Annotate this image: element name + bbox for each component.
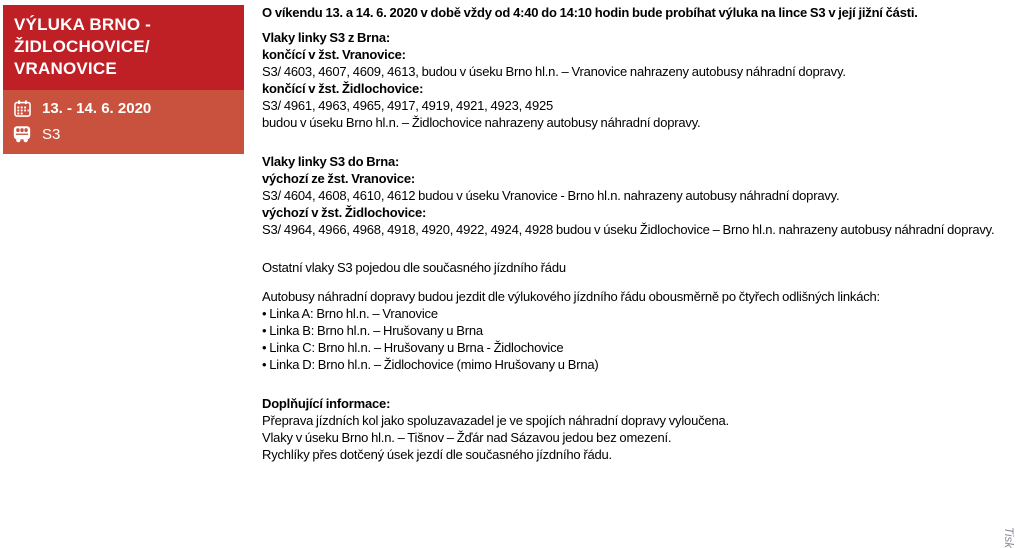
closure-meta [3, 90, 244, 154]
closure-line-row [3, 121, 244, 147]
body-line: O víkendu 13. a 14. 6. 2020 v době vždy od 4:40 do 14:10 hodin bude probíhat výluka na lince S3 v její jižní části. [262, 5, 918, 20]
body-line: S3/ 4961, 4963, 4965, 4917, 4919, 4921, 4923, 4925 [262, 98, 554, 113]
closure-date: 13. - 14. 6. 2020 [42, 99, 152, 117]
body-line: S3/ 4603, 4607, 4609, 4613, budou v úseku Brno hl.n. – Vranovice nahrazeny autobusy náhradní dopravy. [262, 64, 846, 79]
body-line: Vlaky linky S3 z Brna: [262, 30, 390, 45]
body-line: končící v žst. Vranovice: [262, 47, 406, 62]
print-link[interactable]: Tisk [1002, 527, 1014, 548]
body-line: Autobusy náhradní dopravy budou jezdit dle výlukového jízdního řádu obousměrně po čtyřech odlišných linkách: [262, 289, 880, 304]
body-line: S3/ 4604, 4608, 4610, 4612 budou v úseku Vranovice - Brno hl.n. nahrazeny autobusy náhradní dopravy. [262, 188, 840, 203]
body-line: • Linka B: Brno hl.n. – Hrušovany u Brna [262, 323, 483, 338]
body-line: Vlaky v úseku Brno hl.n. – Tišnov – Žďár nad Sázavou jedou bez omezení. [262, 430, 672, 445]
body-line: budou v úseku Brno hl.n. – Židlochovice nahrazeny autobusy náhradní dopravy. [262, 115, 701, 130]
closure-title: VÝLUKA BRNO - ŽIDLOCHOVICE/ VRANOVICE [3, 5, 244, 90]
body-line: Vlaky linky S3 do Brna: [262, 154, 400, 169]
closure-date-row [3, 95, 244, 121]
body-line: Rychlíky přes dotčený úsek jezdí dle současného jízdního řádu. [262, 447, 612, 462]
body-line: • Linka C: Brno hl.n. – Hrušovany u Brna - Židlochovice [262, 340, 564, 355]
body-line: končící v žst. Židlochovice: [262, 81, 424, 96]
body-line: • Linka D: Brno hl.n. – Židlochovice (mimo Hrušovany u Brna) [262, 357, 599, 372]
body-line: S3/ 4964, 4966, 4968, 4918, 4920, 4922, 4924, 4928 budou v úseku Židlochovice – Brno hl.n. nahrazeny autobusy náhradní dopravy. [262, 222, 995, 237]
body-line: • Linka A: Brno hl.n. – Vranovice [262, 306, 438, 321]
notice-body [262, 4, 1012, 463]
train-icon [12, 124, 32, 144]
body-line: výchozí v žst. Židlochovice: [262, 205, 427, 220]
calendar-icon [12, 98, 32, 118]
body-line: Doplňující informace: [262, 396, 391, 411]
body-line: Ostatní vlaky S3 pojedou dle současného jízdního řádu [262, 260, 566, 275]
closure-info-panel [3, 5, 244, 154]
closure-line-label: S3 [42, 125, 61, 143]
body-line: výchozí ze žst. Vranovice: [262, 171, 415, 186]
body-line: Přeprava jízdních kol jako spoluzavazadel je ve spojích náhradní dopravy vyloučena. [262, 413, 729, 428]
